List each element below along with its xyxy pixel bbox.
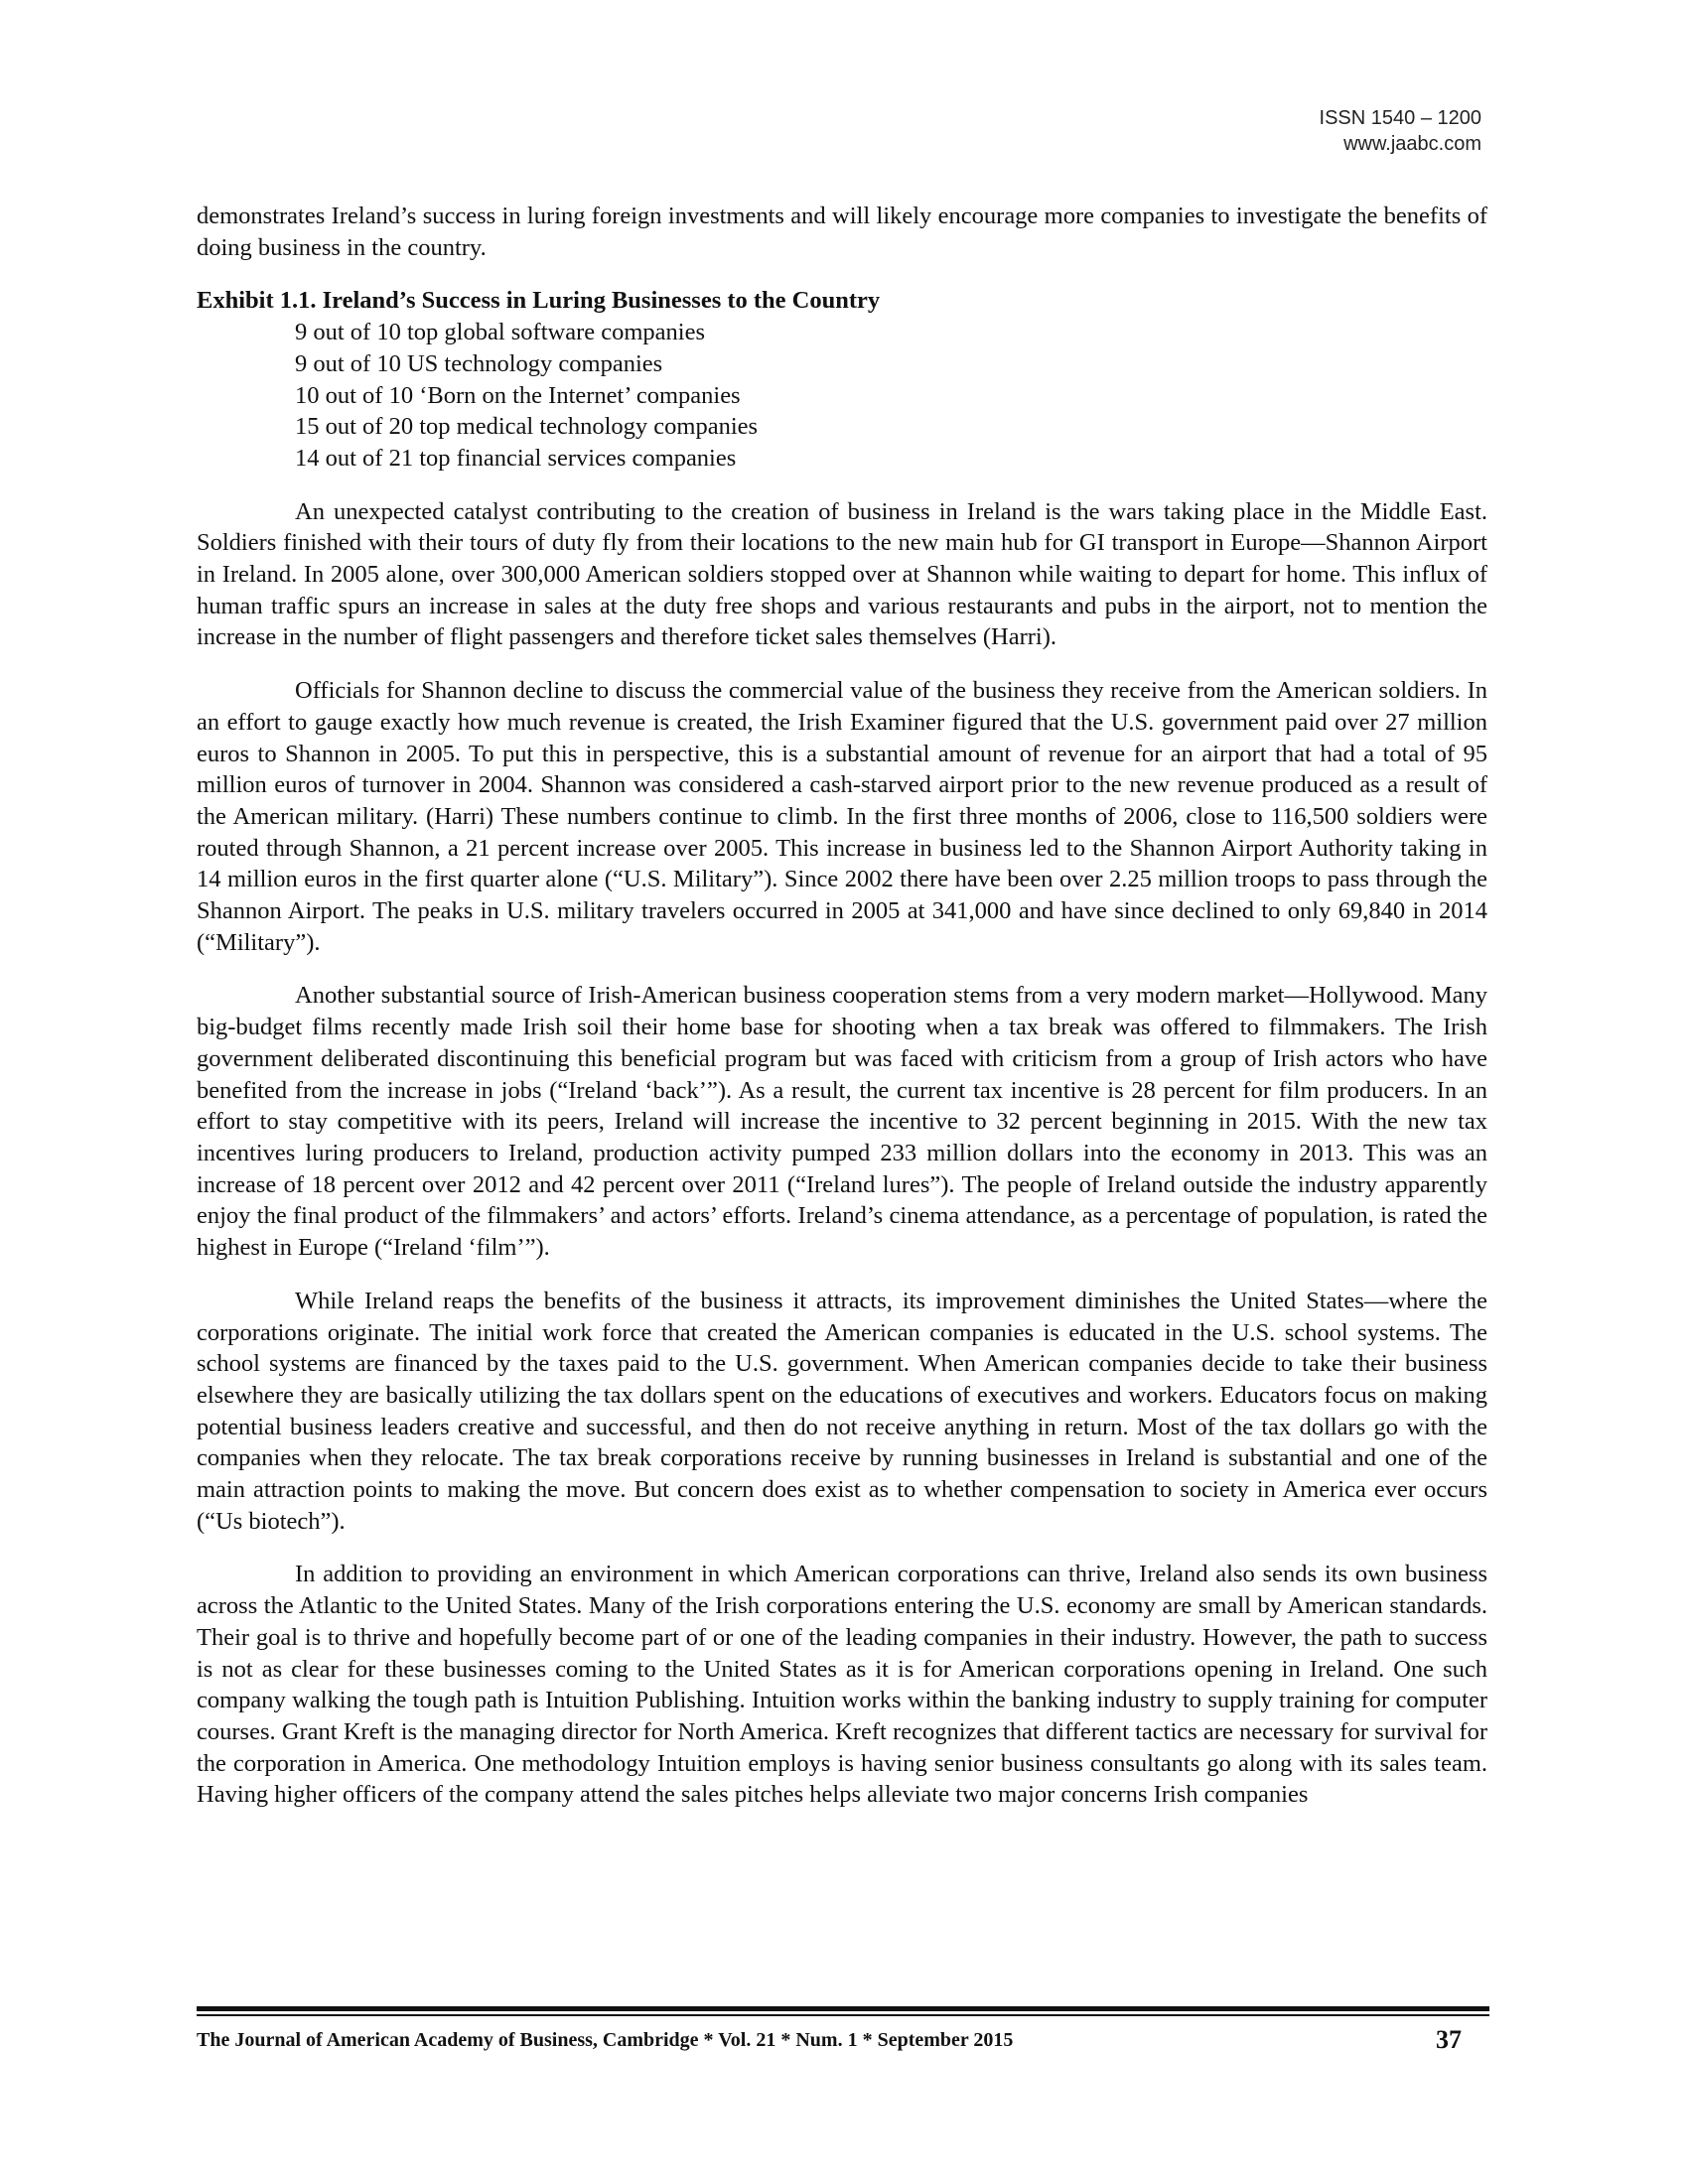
exhibit-item: 9 out of 10 US technology companies	[295, 349, 663, 377]
paragraph-irish-business: In addition to providing an environment in which American corporations can thrive, Ireland also sends its own business across the Atlantic to the United States. Many of the Irish corporations entering the U.S. economy are small by American standards. Their goal is to thrive and hopefully become part of or one of the leading companies in their industry. However, the path to success is not as clear for these businesses coming to the United States as it is for American corporations opening in Ireland. One such company walking the tough path is Intuition Publishing. Intuition works within the banking industry to supply training for computer courses. Grant Kreft is the managing director for North America. Kreft recognizes that different tactics are necessary for survival for the corporation in America. One methodology Intuition employs is having senior business consultants go along with its sales team. Having higher officers of the company attend the sales pitches helps alleviate two major concerns Irish companies	[197, 1561, 1487, 1809]
page-footer	[197, 2006, 1489, 2060]
paragraph-hollywood: Another substantial source of Irish-American business cooperation stems from a very modern market—Hollywood. Many big-budget films recently made Irish soil their home base for shooting when a tax break was offered to filmmakers. The Irish government deliberated discontinuing this beneficial program but was faced with criticism from a group of Irish actors who have benefited from the increase in jobs (“Ireland ‘back’”). As a result, the current tax incentive is 28 percent for film producers. In an effort to stay competitive with its peers, Ireland will increase the incentive to 32 percent beginning in 2015. With the new tax incentives luring producers to Ireland, production activity pumped 233 million dollars into the economy in 2013. This was an increase of 18 percent over 2012 and 42 percent over 2011 (“Ireland lures”). The people of Ireland outside the industry apparently enjoy the final product of the filmmakers’ and actors’ efforts. Ireland’s cinema attendance, as a percentage of population, is rated the highest in Europe (“Ireland ‘film’”).	[197, 982, 1487, 1262]
exhibit-item: 14 out of 21 top financial services companies	[295, 444, 737, 472]
footer-journal-citation: The Journal of American Academy of Business, Cambridge * Vol. 21 * Num. 1 * September 2015	[197, 2029, 1014, 2051]
paragraph-shannon-catalyst: An unexpected catalyst contributing to the creation of business in Ireland is the wars taking place in the Middle East. Soldiers finished with their tours of duty fly from their locations to the new main hub for GI transport in Europe—Shannon Airport in Ireland. In 2005 alone, over 300,000 American soldiers stopped over at Shannon while waiting to depart for home. This influx of human traffic spurs an increase in sales at the duty free shops and various restaurants and pubs in the airport, not to mention the increase in the number of flight passengers and therefore ticket sales themselves (Harri).	[197, 497, 1487, 651]
paragraph-shannon-revenue: Officials for Shannon decline to discuss the commercial value of the business they receive from the American soldiers. In an effort to gauge exactly how much revenue is created, the Irish Examiner figured that the U.S. government paid over 27 million euros to Shannon in 2005. To put this in perspective, this is a substantial amount of revenue for an airport that had a total of 95 million euros of turnover in 2004. Shannon was considered a cash-starved airport prior to the new revenue produced as a result of the American military. (Harri) These numbers continue to climb. In the first three months of 2006, close to 116,500 soldiers were routed through Shannon, a 21 percent increase over 2005. This increase in business led to the Shannon Airport Authority taking in 14 million euros in the first quarter alone (“U.S. Military”). Since 2002 there have been over 2.25 million troops to pass through the Shannon Airport. The peaks in U.S. military travelers occurred in 2005 at 341,000 and have since declined to only 69,840 in 2014 (“Military”).	[197, 677, 1487, 956]
journal-url: www.jaabc.com	[1343, 133, 1481, 155]
exhibit-item: 9 out of 10 top global software companies	[295, 319, 706, 346]
exhibit	[197, 285, 1487, 474]
exhibit-item: 15 out of 20 top medical technology companies	[295, 413, 759, 441]
footer-rule-thick	[197, 2006, 1489, 2011]
page-header	[1320, 105, 1481, 157]
exhibit-list	[197, 317, 1487, 475]
body-text	[197, 201, 1487, 1833]
page-number: 37	[1436, 2025, 1462, 2054]
exhibit-item: 10 out of 10 ‘Born on the Internet’ companies	[295, 381, 741, 409]
intro-paragraph: demonstrates Ireland’s success in luring foreign investments and will likely encourage more companies to investigate the benefits of doing business in the country.	[197, 203, 1487, 261]
paragraph-us-impact: While Ireland reaps the benefits of the business it attracts, its improvement diminishes the United States—where the corporations originate. The initial work force that created the American companies is educated in the U.S. school systems. The school systems are financed by the taxes paid to the U.S. government. When American companies decide to take their business elsewhere they are basically utilizing the tax dollars spent on the educations of executives and workers. Educators focus on making potential business leaders creative and successful, and then do not receive anything in return. Most of the tax dollars go with the companies when they relocate. The tax break corporations receive by running businesses in Ireland is substantial and one of the main attraction points to making the move. But concern does exist as to whether compensation to society in America ever occurs (“Us biotech”).	[197, 1287, 1487, 1535]
footer-line	[197, 2016, 1489, 2060]
exhibit-title: Exhibit 1.1. Ireland’s Success in Luring Businesses to the Country	[197, 287, 881, 315]
issn-label: ISSN 1540 – 1200	[1319, 107, 1481, 129]
